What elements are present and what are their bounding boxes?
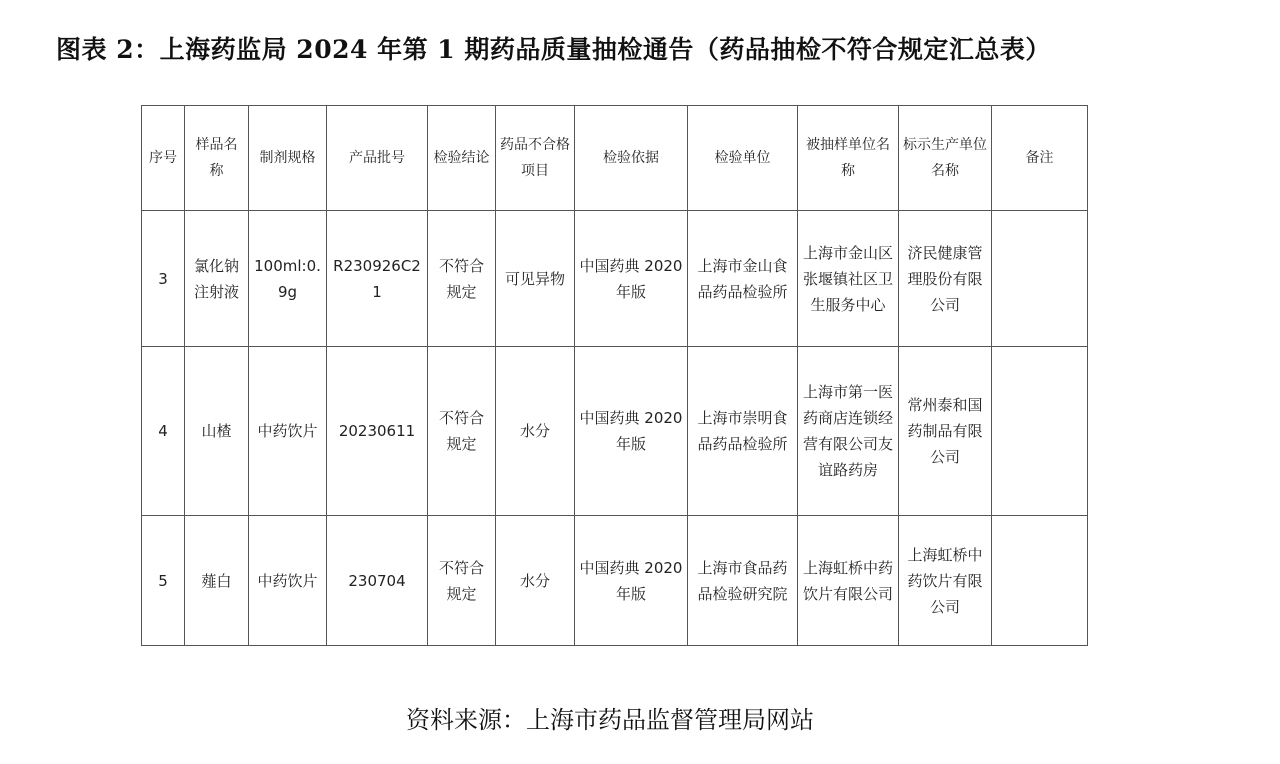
table-cell: 中药饮片 — [249, 516, 327, 646]
table-cell: 可见异物 — [496, 211, 575, 347]
header-cell: 药品不合格项目 — [496, 106, 575, 211]
table-cell: 水分 — [496, 347, 575, 516]
table-cell: 4 — [142, 347, 185, 516]
nonconforming-drug-table — [141, 105, 1088, 646]
table-cell: 中国药典 2020 年版 — [575, 516, 688, 646]
table-cell: 水分 — [496, 516, 575, 646]
table-cell: R230926C21 — [327, 211, 428, 347]
table-cell: 中国药典 2020 年版 — [575, 347, 688, 516]
table-cell: 氯化钠注射液 — [185, 211, 249, 347]
table-cell: 上海虹桥中药饮片有限公司 — [899, 516, 992, 646]
table-header-row — [142, 106, 1088, 211]
table-cell: 5 — [142, 516, 185, 646]
header-cell: 检验依据 — [575, 106, 688, 211]
table-cell: 3 — [142, 211, 185, 347]
table-cell: 230704 — [327, 516, 428, 646]
header-cell: 样品名称 — [185, 106, 249, 211]
table-row — [142, 347, 1088, 516]
header-cell: 被抽样单位名称 — [798, 106, 899, 211]
header-cell: 序号 — [142, 106, 185, 211]
table-cell: 不符合规定 — [428, 516, 496, 646]
table-cell — [992, 347, 1088, 516]
header-cell: 产品批号 — [327, 106, 428, 211]
header-cell: 检验结论 — [428, 106, 496, 211]
table-cell: 20230611 — [327, 347, 428, 516]
table-cell — [992, 211, 1088, 347]
table-cell: 上海虹桥中药饮片有限公司 — [798, 516, 899, 646]
table-cell: 中药饮片 — [249, 347, 327, 516]
table-cell: 薤白 — [185, 516, 249, 646]
header-cell: 标示生产单位名称 — [899, 106, 992, 211]
table-row — [142, 516, 1088, 646]
table-cell: 上海市第一医药商店连锁经营有限公司友谊路药房 — [798, 347, 899, 516]
table-cell: 上海市金山食品药品检验所 — [688, 211, 798, 347]
table-cell: 中国药典 2020 年版 — [575, 211, 688, 347]
table-cell: 上海市金山区张堰镇社区卫生服务中心 — [798, 211, 899, 347]
source-note: 资料来源：上海市药品监督管理局网站 — [406, 706, 814, 734]
table-cell — [992, 516, 1088, 646]
table-cell: 常州泰和国药制品有限公司 — [899, 347, 992, 516]
table-cell: 济民健康管理股份有限公司 — [899, 211, 992, 347]
table-cell: 上海市食品药品检验研究院 — [688, 516, 798, 646]
header-cell: 检验单位 — [688, 106, 798, 211]
table-cell: 不符合规定 — [428, 347, 496, 516]
table-cell: 上海市崇明食品药品检验所 — [688, 347, 798, 516]
page-title: 图表 2：上海药监局 2024 年第 1 期药品质量抽检通告（药品抽检不符合规定汇总表） — [56, 35, 1051, 64]
header-cell: 制剂规格 — [249, 106, 327, 211]
header-cell: 备注 — [992, 106, 1088, 211]
table-row — [142, 211, 1088, 347]
table-cell: 山楂 — [185, 347, 249, 516]
table-cell: 不符合规定 — [428, 211, 496, 347]
table-cell: 100ml:0.9g — [249, 211, 327, 347]
